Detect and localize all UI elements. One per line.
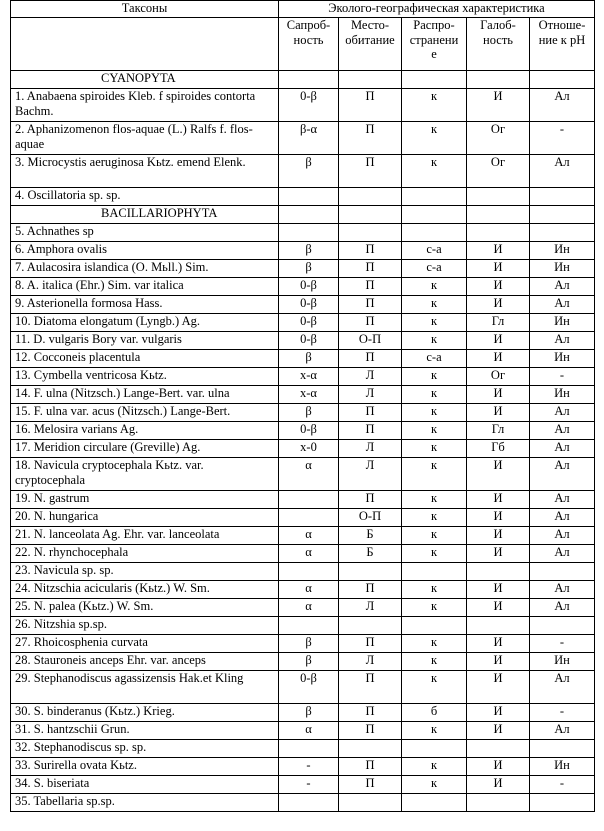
header-row-1	[11, 1, 595, 18]
taxon-name: 3. Microcystis aeruginosa Kьtz. emend Elenk.	[11, 155, 279, 188]
header-col-ph: Отноше- ние к pH	[530, 18, 595, 71]
halobity-cell: И	[467, 89, 530, 122]
ph-cell: Ал	[530, 278, 595, 296]
halobity-cell: И	[467, 386, 530, 404]
distribution-cell: к	[402, 278, 467, 296]
habitat-cell: Л	[339, 440, 402, 458]
table-row	[11, 368, 595, 386]
habitat-cell: Л	[339, 653, 402, 671]
taxon-name: 34. S. biseriata	[11, 776, 279, 794]
habitat-cell: П	[339, 278, 402, 296]
saprobity-cell: β	[279, 260, 339, 278]
saprobity-cell: β	[279, 242, 339, 260]
header-col-habitat: Место- обитание	[339, 18, 402, 71]
header-row-2	[11, 18, 595, 71]
habitat-cell: Л	[339, 386, 402, 404]
ph-cell: Ин	[530, 314, 595, 332]
distribution-cell: к	[402, 314, 467, 332]
ph-cell: Ал	[530, 545, 595, 563]
ph-cell	[530, 563, 595, 581]
taxon-name: 20. N. hungarica	[11, 509, 279, 527]
halobity-cell	[467, 188, 530, 206]
table-row	[11, 458, 595, 491]
saprobity-cell: 0-β	[279, 332, 339, 350]
habitat-cell: Л	[339, 599, 402, 617]
empty-cell	[530, 71, 595, 89]
taxon-name: 26. Nitzshia sp.sp.	[11, 617, 279, 635]
taxon-name: 18. Navicula cryptocephala Kьtz. var. cryptocephala	[11, 458, 279, 491]
halobity-cell: И	[467, 776, 530, 794]
habitat-cell: П	[339, 122, 402, 155]
table-row	[11, 296, 595, 314]
habitat-cell: П	[339, 704, 402, 722]
taxon-name: 32. Stephanodiscus sp. sp.	[11, 740, 279, 758]
saprobity-cell	[279, 740, 339, 758]
table-row	[11, 722, 595, 740]
saprobity-cell: α	[279, 599, 339, 617]
ph-cell: Ал	[530, 440, 595, 458]
ph-cell: -	[530, 368, 595, 386]
habitat-cell: П	[339, 89, 402, 122]
distribution-cell: к	[402, 422, 467, 440]
halobity-cell: И	[467, 671, 530, 704]
habitat-cell	[339, 740, 402, 758]
distribution-cell: к	[402, 440, 467, 458]
habitat-cell	[339, 617, 402, 635]
habitat-cell	[339, 188, 402, 206]
table-row	[11, 332, 595, 350]
distribution-cell: к	[402, 155, 467, 188]
halobity-cell	[467, 740, 530, 758]
table-row	[11, 563, 595, 581]
ph-cell	[530, 188, 595, 206]
habitat-cell: П	[339, 722, 402, 740]
distribution-cell: с-а	[402, 242, 467, 260]
saprobity-cell: 0-β	[279, 296, 339, 314]
table-row	[11, 758, 595, 776]
saprobity-cell: β	[279, 653, 339, 671]
distribution-cell: к	[402, 722, 467, 740]
saprobity-cell: 0-β	[279, 89, 339, 122]
table-row	[11, 740, 595, 758]
ph-cell: Ал	[530, 296, 595, 314]
distribution-cell	[402, 794, 467, 812]
taxa-table	[10, 0, 595, 812]
taxon-name: 30. S. binderanus (Kьtz.) Krieg.	[11, 704, 279, 722]
habitat-cell: О-П	[339, 509, 402, 527]
table-row	[11, 155, 595, 188]
section-title: BACILLARIOPHYTA	[11, 206, 279, 224]
ph-cell: Ал	[530, 458, 595, 491]
taxon-name: 8. A. italica (Ehr.) Sim. var italica	[11, 278, 279, 296]
taxon-name: 1. Anabaena spiroides Kleb. f spiroides contorta Bachm.	[11, 89, 279, 122]
distribution-cell: к	[402, 89, 467, 122]
table-row	[11, 122, 595, 155]
distribution-cell	[402, 617, 467, 635]
habitat-cell: П	[339, 350, 402, 368]
distribution-cell	[402, 224, 467, 242]
saprobity-cell: β	[279, 350, 339, 368]
distribution-cell: с-а	[402, 350, 467, 368]
taxon-name: 25. N. palea (Kьtz.) W. Sm.	[11, 599, 279, 617]
halobity-cell: Гл	[467, 422, 530, 440]
distribution-cell: к	[402, 581, 467, 599]
halobity-cell: Ог	[467, 368, 530, 386]
halobity-cell: И	[467, 509, 530, 527]
header-col-halobity: Галоб- ность	[467, 18, 530, 71]
table-row	[11, 188, 595, 206]
ph-cell: Ал	[530, 491, 595, 509]
habitat-cell: П	[339, 404, 402, 422]
habitat-cell: П	[339, 260, 402, 278]
habitat-cell: Л	[339, 458, 402, 491]
taxon-name: 21. N. lanceolata Ag. Ehr. var. lanceolata	[11, 527, 279, 545]
distribution-cell: к	[402, 404, 467, 422]
distribution-cell: к	[402, 653, 467, 671]
halobity-cell	[467, 563, 530, 581]
ph-cell: Ал	[530, 422, 595, 440]
halobity-cell: И	[467, 635, 530, 653]
habitat-cell: П	[339, 581, 402, 599]
ph-cell: -	[530, 122, 595, 155]
habitat-cell: О-П	[339, 332, 402, 350]
saprobity-cell	[279, 794, 339, 812]
halobity-cell: И	[467, 350, 530, 368]
distribution-cell: к	[402, 458, 467, 491]
taxon-name: 17. Meridion circulare (Greville) Ag.	[11, 440, 279, 458]
empty-cell	[339, 71, 402, 89]
table-row	[11, 704, 595, 722]
taxon-name: 14. F. ulna (Nitzsch.) Lange-Bert. var. ulna	[11, 386, 279, 404]
halobity-cell: И	[467, 332, 530, 350]
saprobity-cell: x-0	[279, 440, 339, 458]
saprobity-cell: α	[279, 581, 339, 599]
table-row	[11, 545, 595, 563]
halobity-cell: И	[467, 242, 530, 260]
habitat-cell	[339, 794, 402, 812]
table-row	[11, 635, 595, 653]
saprobity-cell: α	[279, 722, 339, 740]
table-row	[11, 422, 595, 440]
distribution-cell: к	[402, 332, 467, 350]
distribution-cell: к	[402, 671, 467, 704]
taxon-name: 10. Diatoma elongatum (Lyngb.) Ag.	[11, 314, 279, 332]
taxon-name: 7. Aulacosira islandica (O. Mьll.) Sim.	[11, 260, 279, 278]
section-row	[11, 206, 595, 224]
table-row	[11, 527, 595, 545]
saprobity-cell	[279, 491, 339, 509]
habitat-cell: П	[339, 758, 402, 776]
taxon-name: 22. N. rhynchocephala	[11, 545, 279, 563]
halobity-cell	[467, 794, 530, 812]
taxon-name: 4. Oscillatoria sp. sp.	[11, 188, 279, 206]
distribution-cell	[402, 563, 467, 581]
halobity-cell: Ог	[467, 122, 530, 155]
distribution-cell: к	[402, 527, 467, 545]
habitat-cell: П	[339, 314, 402, 332]
ph-cell: Ал	[530, 599, 595, 617]
table-row	[11, 89, 595, 122]
taxon-name: 33. Surirella ovata Kьtz.	[11, 758, 279, 776]
distribution-cell: к	[402, 599, 467, 617]
halobity-cell: И	[467, 458, 530, 491]
halobity-cell: И	[467, 404, 530, 422]
distribution-cell: к	[402, 386, 467, 404]
header-col-distribution: Распро- странени е	[402, 18, 467, 71]
ph-cell: Ал	[530, 332, 595, 350]
halobity-cell: Гб	[467, 440, 530, 458]
habitat-cell: Л	[339, 368, 402, 386]
habitat-cell: П	[339, 776, 402, 794]
table-row	[11, 278, 595, 296]
habitat-cell: Б	[339, 545, 402, 563]
taxon-name: 28. Stauroneis anceps Ehr. var. anceps	[11, 653, 279, 671]
empty-cell	[467, 206, 530, 224]
header-group: Эколого-географическая характеристика	[279, 1, 595, 18]
saprobity-cell: x-α	[279, 368, 339, 386]
habitat-cell: П	[339, 671, 402, 704]
table-row	[11, 260, 595, 278]
saprobity-cell: 0-β	[279, 278, 339, 296]
table-row	[11, 581, 595, 599]
saprobity-cell: 0-β	[279, 422, 339, 440]
table-row	[11, 653, 595, 671]
saprobity-cell: β	[279, 404, 339, 422]
halobity-cell: И	[467, 527, 530, 545]
table-row	[11, 440, 595, 458]
table-row	[11, 386, 595, 404]
taxon-name: 9. Asterionella formosa Hass.	[11, 296, 279, 314]
saprobity-cell: -	[279, 776, 339, 794]
header-col-saprobity: Сапроб- ность	[279, 18, 339, 71]
saprobity-cell: β-α	[279, 122, 339, 155]
ph-cell: Ин	[530, 242, 595, 260]
taxon-name: 19. N. gastrum	[11, 491, 279, 509]
habitat-cell: П	[339, 422, 402, 440]
taxon-name: 15. F. ulna var. acus (Nitzsch.) Lange-Bert.	[11, 404, 279, 422]
halobity-cell: И	[467, 722, 530, 740]
halobity-cell: И	[467, 599, 530, 617]
ph-cell: Ин	[530, 758, 595, 776]
ph-cell: Ин	[530, 260, 595, 278]
saprobity-cell	[279, 509, 339, 527]
ph-cell: Ал	[530, 155, 595, 188]
distribution-cell: с-а	[402, 260, 467, 278]
halobity-cell: Ог	[467, 155, 530, 188]
empty-cell	[402, 206, 467, 224]
section-row	[11, 71, 595, 89]
distribution-cell: к	[402, 122, 467, 155]
halobity-cell: И	[467, 296, 530, 314]
halobity-cell: И	[467, 260, 530, 278]
ph-cell	[530, 617, 595, 635]
ph-cell	[530, 224, 595, 242]
taxon-name: 31. S. hantzschii Grun.	[11, 722, 279, 740]
halobity-cell: И	[467, 704, 530, 722]
taxon-name: 35. Tabellaria sp.sp.	[11, 794, 279, 812]
distribution-cell: к	[402, 368, 467, 386]
table-row	[11, 224, 595, 242]
table-row	[11, 617, 595, 635]
taxon-name: 12. Cocconeis placentula	[11, 350, 279, 368]
taxon-name: 6. Amphora ovalis	[11, 242, 279, 260]
halobity-cell: И	[467, 581, 530, 599]
empty-cell	[402, 71, 467, 89]
saprobity-cell: α	[279, 545, 339, 563]
saprobity-cell: 0-β	[279, 671, 339, 704]
header-taxa-blank	[11, 18, 279, 71]
halobity-cell: Гл	[467, 314, 530, 332]
ph-cell: Ал	[530, 527, 595, 545]
ph-cell	[530, 794, 595, 812]
taxon-name: 2. Aphanizomenon flos-aquae (L.) Ralfs f. flos-aquae	[11, 122, 279, 155]
ph-cell	[530, 740, 595, 758]
distribution-cell: к	[402, 776, 467, 794]
saprobity-cell: -	[279, 758, 339, 776]
distribution-cell: к	[402, 296, 467, 314]
saprobity-cell: α	[279, 458, 339, 491]
halobity-cell	[467, 617, 530, 635]
ph-cell: -	[530, 635, 595, 653]
habitat-cell: П	[339, 242, 402, 260]
table-row	[11, 350, 595, 368]
header-taxa: Таксоны	[11, 1, 279, 18]
saprobity-cell: β	[279, 155, 339, 188]
distribution-cell: б	[402, 704, 467, 722]
habitat-cell: П	[339, 635, 402, 653]
distribution-cell: к	[402, 509, 467, 527]
table-row	[11, 491, 595, 509]
taxon-name: 23. Navicula sp. sp.	[11, 563, 279, 581]
saprobity-cell: β	[279, 704, 339, 722]
habitat-cell	[339, 224, 402, 242]
table-row	[11, 242, 595, 260]
saprobity-cell	[279, 617, 339, 635]
taxon-name: 5. Achnathes sp	[11, 224, 279, 242]
empty-cell	[530, 206, 595, 224]
table-row	[11, 509, 595, 527]
habitat-cell: Б	[339, 527, 402, 545]
saprobity-cell	[279, 188, 339, 206]
saprobity-cell	[279, 563, 339, 581]
distribution-cell	[402, 740, 467, 758]
distribution-cell: к	[402, 491, 467, 509]
taxon-name: 16. Melosira varians Ag.	[11, 422, 279, 440]
taxon-name: 29. Stephanodiscus agassizensis Hak.et Kling	[11, 671, 279, 704]
ph-cell: -	[530, 704, 595, 722]
saprobity-cell: β	[279, 635, 339, 653]
empty-cell	[279, 71, 339, 89]
habitat-cell	[339, 563, 402, 581]
ph-cell: Ал	[530, 509, 595, 527]
saprobity-cell: 0-β	[279, 314, 339, 332]
ph-cell: Ал	[530, 581, 595, 599]
saprobity-cell: x-α	[279, 386, 339, 404]
table-row	[11, 599, 595, 617]
table-row	[11, 794, 595, 812]
empty-cell	[339, 206, 402, 224]
saprobity-cell: α	[279, 527, 339, 545]
habitat-cell: П	[339, 491, 402, 509]
taxon-name: 13. Cymbella ventricosa Kьtz.	[11, 368, 279, 386]
table-row	[11, 671, 595, 704]
distribution-cell: к	[402, 635, 467, 653]
section-title: CYANOPYTA	[11, 71, 279, 89]
ph-cell: Ал	[530, 89, 595, 122]
ph-cell: Ал	[530, 404, 595, 422]
ph-cell: Ин	[530, 350, 595, 368]
halobity-cell: И	[467, 278, 530, 296]
ph-cell: -	[530, 776, 595, 794]
distribution-cell	[402, 188, 467, 206]
habitat-cell: П	[339, 155, 402, 188]
taxon-name: 11. D. vulgaris Bory var. vulgaris	[11, 332, 279, 350]
ph-cell: Ал	[530, 671, 595, 704]
halobity-cell: И	[467, 545, 530, 563]
taxon-name: 24. Nitzschia acicularis (Kьtz.) W. Sm.	[11, 581, 279, 599]
distribution-cell: к	[402, 545, 467, 563]
halobity-cell: И	[467, 491, 530, 509]
halobity-cell: И	[467, 653, 530, 671]
ph-cell: Ин	[530, 653, 595, 671]
ph-cell: Ин	[530, 386, 595, 404]
halobity-cell	[467, 224, 530, 242]
table-row	[11, 404, 595, 422]
table-row	[11, 314, 595, 332]
saprobity-cell	[279, 224, 339, 242]
habitat-cell: П	[339, 296, 402, 314]
taxon-name: 27. Rhoicosphenia curvata	[11, 635, 279, 653]
distribution-cell: к	[402, 758, 467, 776]
table-row	[11, 776, 595, 794]
ph-cell: Ал	[530, 722, 595, 740]
empty-cell	[279, 206, 339, 224]
halobity-cell: И	[467, 758, 530, 776]
empty-cell	[467, 71, 530, 89]
